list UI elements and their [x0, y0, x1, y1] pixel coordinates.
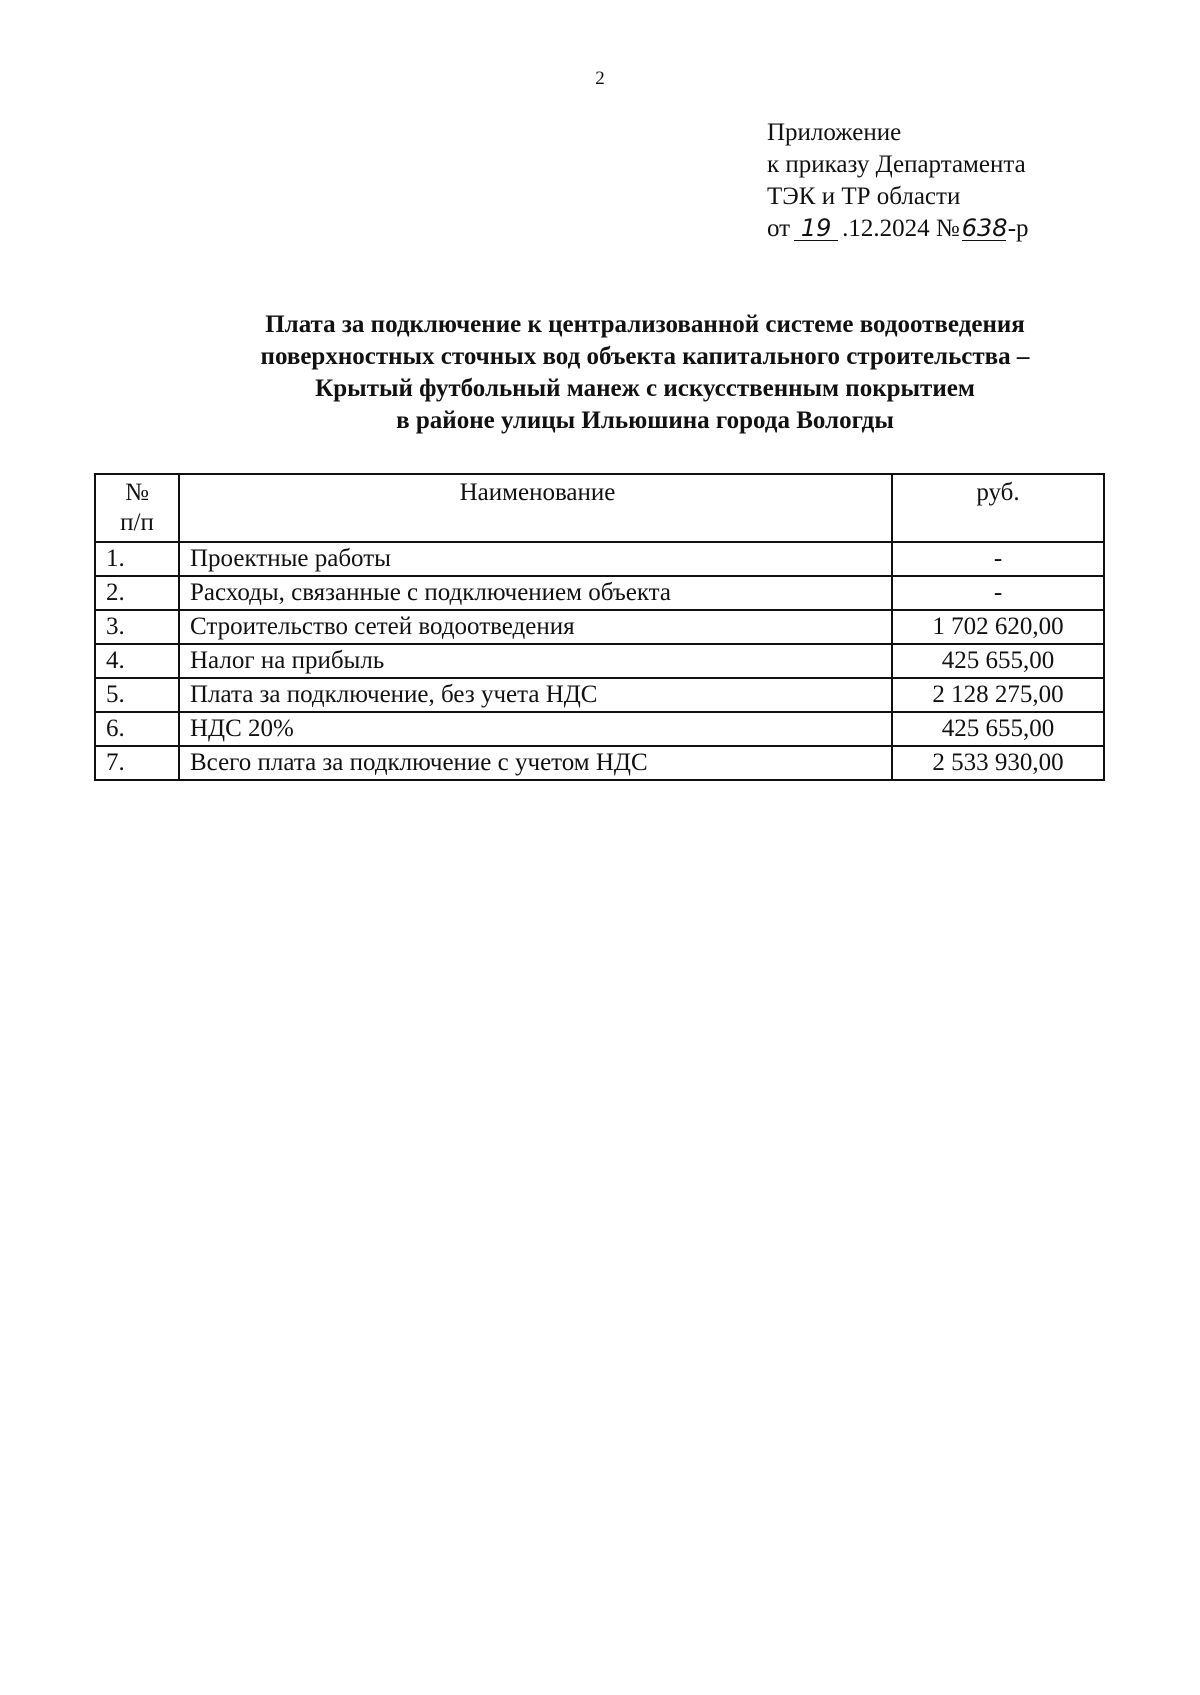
fee-table: [94, 473, 1105, 781]
row-amount: 1 702 620,00: [892, 610, 1104, 644]
header-num: [95, 474, 179, 542]
table-row: [95, 610, 1104, 644]
handwritten-date-day: 19: [794, 216, 838, 241]
row-amount: 425 655,00: [892, 644, 1104, 678]
appendix-header: [767, 117, 1029, 245]
row-name: Расходы, связанные с подключением объекта: [179, 576, 892, 610]
header-amount: руб.: [892, 474, 1104, 542]
row-num: 4.: [95, 644, 179, 678]
row-amount: 425 655,00: [892, 712, 1104, 746]
row-name: Налог на прибыль: [179, 644, 892, 678]
row-amount: 2 533 930,00: [892, 746, 1104, 780]
title-line-1: Плата за подключение к централизованной системе водоотведения: [265, 311, 1025, 338]
header-name: Наименование: [179, 474, 892, 542]
page-number: 2: [595, 68, 605, 89]
row-name: Плата за подключение, без учета НДС: [179, 678, 892, 712]
table-row: [95, 576, 1104, 610]
table-row: [95, 542, 1104, 576]
appendix-line-3: ТЭК и ТР области: [767, 183, 961, 210]
row-name: Строительство сетей водоотведения: [179, 610, 892, 644]
row-num: 2.: [95, 576, 179, 610]
title-line-3: Крытый футбольный манеж с искусственным покрытием: [315, 375, 975, 402]
order-suffix: -р: [1007, 215, 1029, 242]
row-amount: -: [892, 576, 1104, 610]
table-row: [95, 746, 1104, 780]
date-prefix: от: [767, 215, 791, 242]
row-num: 3.: [95, 610, 179, 644]
row-num: 1.: [95, 542, 179, 576]
row-name: НДС 20%: [179, 712, 892, 746]
handwritten-order-number: 638: [961, 214, 1008, 242]
row-num: 6.: [95, 712, 179, 746]
row-name: Проектные работы: [179, 542, 892, 576]
table-header-row: [95, 474, 1104, 542]
appendix-date-line: [767, 213, 1029, 245]
header-num-line-1: №: [125, 479, 149, 506]
table-row: [95, 644, 1104, 678]
appendix-line-1: Приложение: [767, 119, 902, 146]
title-line-2: поверхностных сточных вод объекта капитального строительства –: [260, 343, 1030, 370]
document-title: [160, 309, 1130, 437]
header-num-line-2: п/п: [120, 509, 154, 536]
table-row: [95, 678, 1104, 712]
table-row: [95, 712, 1104, 746]
appendix-line-2: к приказу Департамента: [767, 151, 1026, 178]
row-num: 5.: [95, 678, 179, 712]
row-amount: -: [892, 542, 1104, 576]
row-amount: 2 128 275,00: [892, 678, 1104, 712]
row-name: Всего плата за подключение с учетом НДС: [179, 746, 892, 780]
row-num: 7.: [95, 746, 179, 780]
title-line-4: в районе улицы Ильюшина города Вологды: [396, 407, 894, 434]
date-rest: .12.2024 №: [842, 215, 960, 242]
